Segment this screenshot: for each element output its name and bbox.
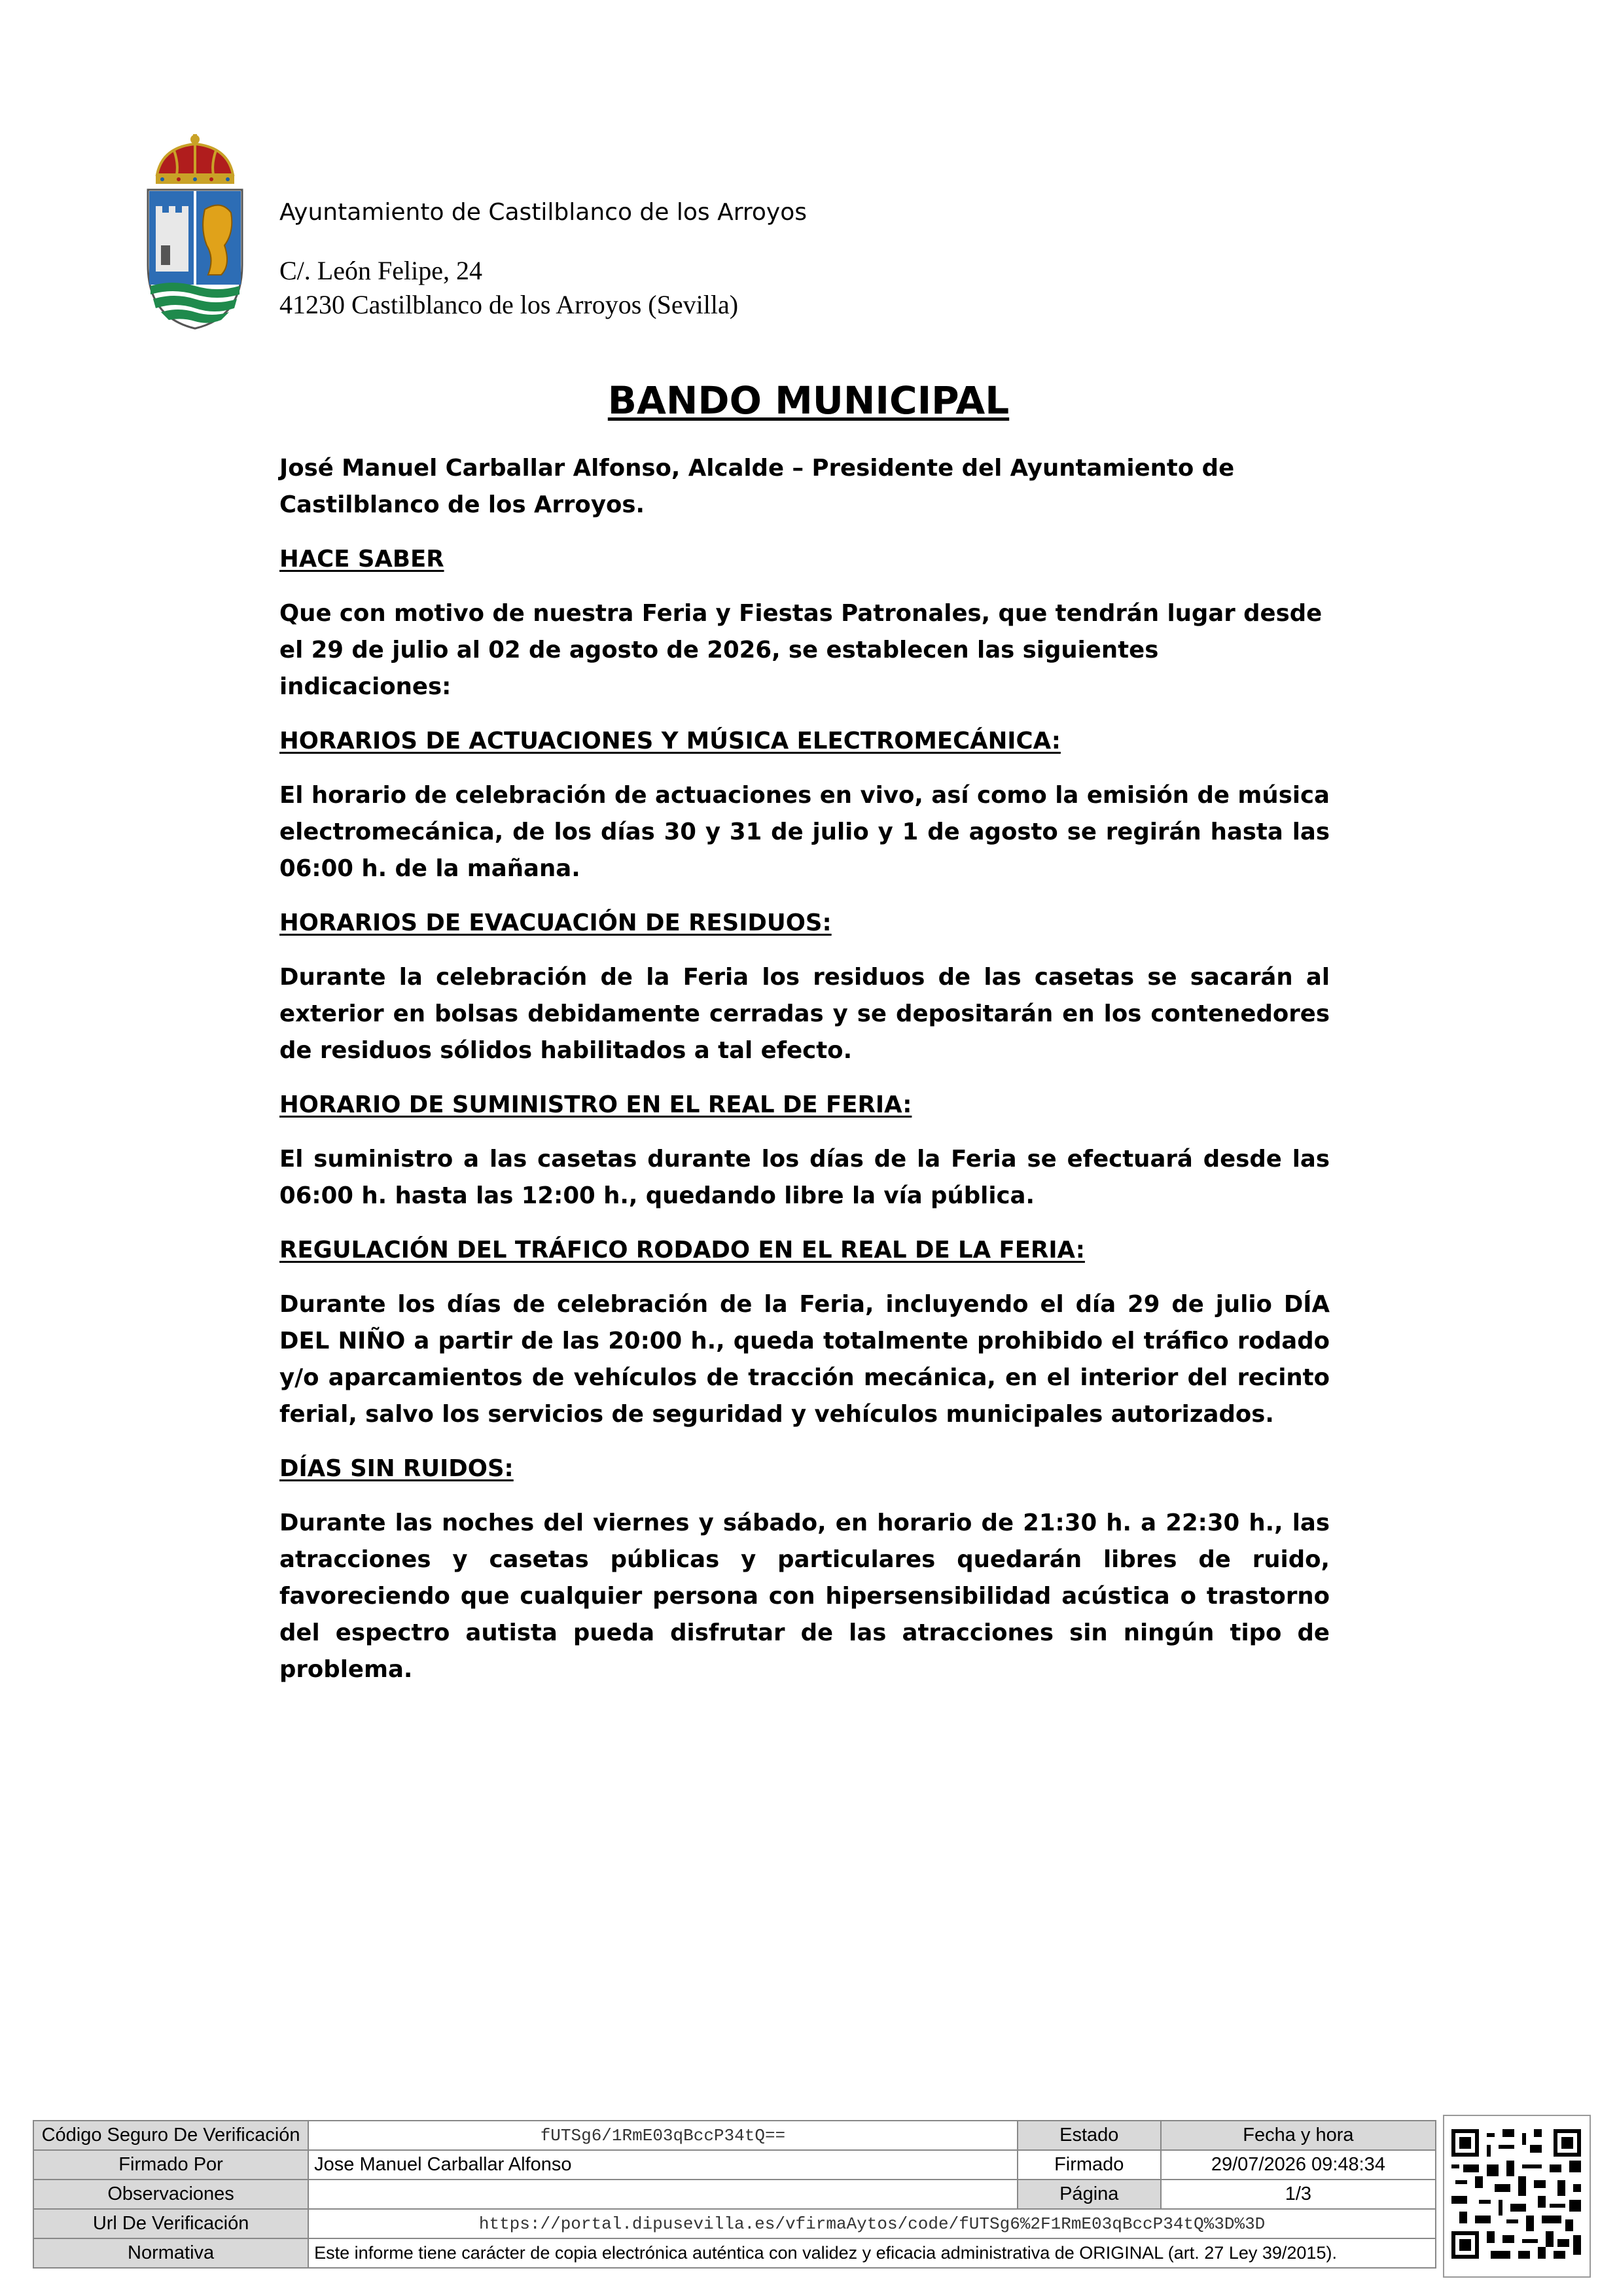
section-heading: HORARIO DE SUMINISTRO EN EL REAL DE FERIA: (279, 1091, 912, 1118)
section-heading: HORARIOS DE EVACUACIÓN DE RESIDUOS: (279, 910, 832, 936)
section-body: El horario de celebración de actuaciones en vivo, así como la emisión de música electromecánica, de los días 30 y 31 de julio y 1 de agosto se regirán hasta las 06:00 h. de la mañana. (279, 782, 1330, 882)
section-heading: DÍAS SIN RUIDOS: (279, 1455, 514, 1482)
pagina-label: Página (1018, 2180, 1161, 2209)
address-street: C/. León Felipe, 24 (279, 256, 482, 285)
table-row (33, 2150, 1436, 2180)
table-row (33, 2209, 1436, 2238)
section-heading: HORARIOS DE ACTUACIONES Y MÚSICA ELECTROMECÁNICA: (279, 728, 1061, 754)
observaciones-label: Observaciones (33, 2180, 308, 2209)
hace-saber-heading: HACE SABER (279, 546, 444, 573)
csv-value: fUTSg6/1RmE03qBccP34tQ== (308, 2121, 1018, 2150)
fecha-hora-label: Fecha y hora (1161, 2121, 1436, 2150)
fecha-hora-value: 29/07/2026 09:48:34 (1161, 2150, 1436, 2180)
section-heading: REGULACIÓN DEL TRÁFICO RODADO EN EL REAL DE LA FERIA: (279, 1237, 1085, 1263)
estado-label: Estado (1018, 2121, 1161, 2150)
table-row (33, 2238, 1436, 2268)
normativa-label: Normativa (33, 2238, 308, 2268)
section-body: Durante la celebración de la Feria los residuos de las casetas se sacarán al exterior en bolsas debidamente cerradas y se depositarán en los contenedores de residuos sólidos habilitados a tal efecto. (279, 964, 1330, 1064)
organization-address (279, 254, 738, 322)
firmado-por-value: Jose Manuel Carballar Alfonso (308, 2150, 1018, 2180)
section-body: Durante los días de celebración de la Feria, incluyendo el día 29 de julio DÍA DEL NIÑO a partir de las 20:00 h., queda totalmente prohibido el tráfico rodado y/o aparcamientos de vehículos de tracción mecánica, en el interior del recinto ferial, salvo los servicios de seguridad y vehículos municipales autorizados. (279, 1291, 1330, 1428)
coat-of-arms-logo (143, 134, 247, 330)
normativa-value: Este informe tiene carácter de copia electrónica auténtica con validez y eficacia administrativa de ORIGINAL (art. 27 Ley 39/2015). (308, 2238, 1436, 2268)
document-body (279, 450, 1330, 1706)
document-title: BANDO MUNICIPAL (607, 378, 1010, 423)
verification-table (33, 2120, 1436, 2269)
csv-label: Código Seguro De Verificación (33, 2121, 308, 2150)
section-body: El suministro a las casetas durante los días de la Feria se efectuará desde las 06:00 h. hasta las 12:00 h., quedando libre la vía pública. (279, 1146, 1330, 1209)
section-body: Durante las noches del viernes y sábado, en horario de 21:30 h. a 22:30 h., las atracciones y casetas públicas y particulares quedarán libres de ruido, favoreciendo que cualquier persona con hipersensibilidad acústica o trastorno del espectro autista pueda disfrutar de las atracciones sin ningún tipo de problema. (279, 1510, 1330, 1683)
address-city: 41230 Castilblanco de los Arroyos (Sevilla) (279, 290, 739, 319)
intro-paragraph: José Manuel Carballar Alfonso, Alcalde – Presidente del Ayuntamiento de Castilblanco de los Arroyos. (279, 455, 1235, 518)
organization-name: Ayuntamiento de Castilblanco de los Arroyos (279, 199, 808, 226)
url-label: Url De Verificación (33, 2209, 308, 2238)
qr-code-icon (1451, 2122, 1581, 2266)
observaciones-value (308, 2180, 1018, 2209)
pagina-value: 1/3 (1161, 2180, 1436, 2209)
estado-value: Firmado (1018, 2150, 1161, 2180)
url-value[interactable]: https://portal.dipusevilla.es/vfirmaAytos/code/fUTSg6%2F1RmE03qBccP34tQ%3D%3D (308, 2209, 1436, 2238)
firmado-por-label: Firmado Por (33, 2150, 308, 2180)
table-row (33, 2180, 1436, 2209)
preamble-paragraph: Que con motivo de nuestra Feria y Fiestas Patronales, que tendrán lugar desde el 29 de julio al 02 de agosto de 2026, se establecen las siguientes indicaciones: (279, 600, 1323, 700)
table-row (33, 2121, 1436, 2150)
